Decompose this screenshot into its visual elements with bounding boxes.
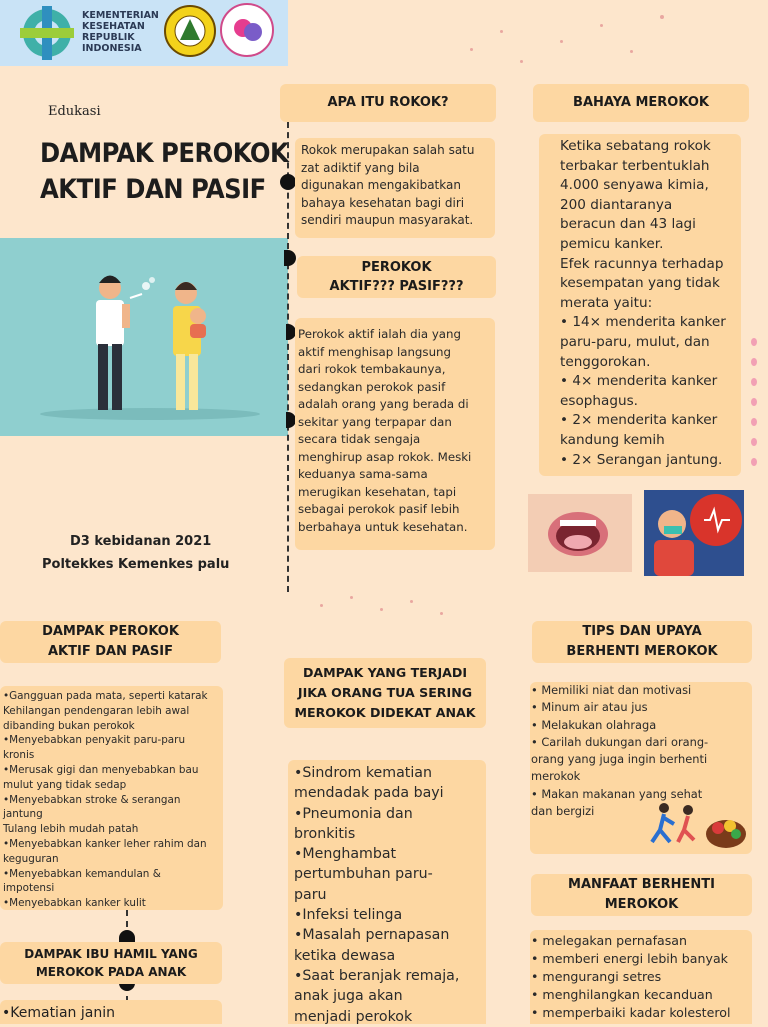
credit-line2: Poltekkes Kemenkes palu xyxy=(42,557,230,572)
mouth-icon xyxy=(528,494,632,572)
ibu-hamil-card: •Kematian janin xyxy=(0,1000,222,1024)
heart-attack-icon xyxy=(644,490,744,576)
page-title: DAMPAK PEROKOK AKTIF DAN PASIF xyxy=(40,138,289,205)
bahaya-heading: BAHAYA MEROKOK xyxy=(533,84,749,122)
timeline-node xyxy=(280,174,296,190)
ibu-hamil-heading: DAMPAK IBU HAMIL YANG MEROKOK PADA ANAK xyxy=(0,942,222,984)
tips-heading: TIPS DAN UPAYA BERHENTI MEROKOK xyxy=(532,621,752,663)
dampak-heading: DAMPAK PEROKOK AKTIF DAN PASIF xyxy=(0,621,221,663)
apa-itu-rokok-card: Rokok merupakan salah satu zat adiktif yang bila digunakan mengakibatkan bahaya kesehatan bagi diri sendiri maupun masyarakat. xyxy=(295,138,495,238)
orang-tua-heading: DAMPAK YANG TERJADI JIKA ORANG TUA SERING MEROKOK DIDEKAT ANAK xyxy=(284,658,486,728)
mouth-illustration xyxy=(528,494,632,572)
kebidanan-logo-icon xyxy=(220,2,274,58)
logo-bar xyxy=(0,0,288,66)
perokok-card: Perokok aktif ialah dia yang aktif menghisap langsung dari rokok tembakaunya, sedangkan perokok pasif adalah orang yang berada di sekitar yang terpapar dan secara tidak sengaja menghirup asap rokok. Meski keduanya sama-sama merugikan kesehatan, tapi sebagai perokok pasif lebih berbahaya untuk kesehatan. xyxy=(295,318,495,550)
running-fruit-icon xyxy=(648,800,748,850)
credit-line1: D3 kebidanan 2021 xyxy=(70,534,212,549)
ministry-logo-text: KEMENTERIAN KESEHATAN REPUBLIK INDONESIA xyxy=(82,10,159,54)
smoking-illustration xyxy=(0,238,288,436)
manfaat-card: • melegakan pernafasan • memberi energi lebih banyak • mengurangi setres • menghilangkan kecanduan • memperbaiki kadar kolesterol xyxy=(530,930,752,1024)
orang-tua-card: •Sindrom kematian mendadak pada bayi •Pneumonia dan bronkitis •Menghambat pertumbuhan paru- paru •Infeksi telinga •Masalah pernapasan ketika dewasa •Saat beranjak remaja, anak juga akan menjadi perokok xyxy=(288,760,486,1024)
timeline-line xyxy=(287,122,289,592)
timeline-node xyxy=(284,250,296,266)
ministry-logo-icon xyxy=(16,4,78,62)
apa-itu-rokok-heading: APA ITU ROKOK? xyxy=(280,84,496,122)
poltekkes-seal-icon xyxy=(164,4,216,58)
dampak-card: •Gangguan pada mata, seperti katarak Kehilangan pendengaran lebih awal dibanding bukan perokok •Menyebabkan penyakit paru-paru kronis •Merusak gigi dan menyebabkan bau mulut yang tidak sedap •Menyebabkan stroke & serangan jantung Tulang lebih mudah patah •Menyebabkan kanker leher rahim dan keguguran •Menyebabkan kemandulan & impotensi •Menyebabkan kanker kulit xyxy=(0,686,223,910)
perokok-heading: PEROKOK AKTIF??? PASIF??? xyxy=(297,256,496,298)
heart-attack-illustration xyxy=(644,490,744,576)
kicker: Edukasi xyxy=(48,104,101,119)
bahaya-card: Ketika sebatang rokok terbakar terbentuklah 4.000 senyawa kimia, 200 diantaranya beracun dan 43 lagi pemicu kanker. Efek racunnya terhadap kesempatan yang tidak merata yaitu: • 14× menderita kanker paru-paru, mulut, dan tenggorokan. • 4× menderita kanker esophagus. • 2× menderita kanker kandung kemih • 2× Serangan jantung. xyxy=(539,134,741,476)
smokers-illustration-icon xyxy=(0,238,288,436)
manfaat-heading: MANFAAT BERHENTI MEROKOK xyxy=(531,874,752,916)
tips-card: • Memiliki niat dan motivasi • Minum air atau jus • Melakukan olahraga • Carilah dukungan dari orang- orang yang juga ingin berhenti merokok • Makan makanan yang sehat dan bergizi xyxy=(530,682,752,854)
